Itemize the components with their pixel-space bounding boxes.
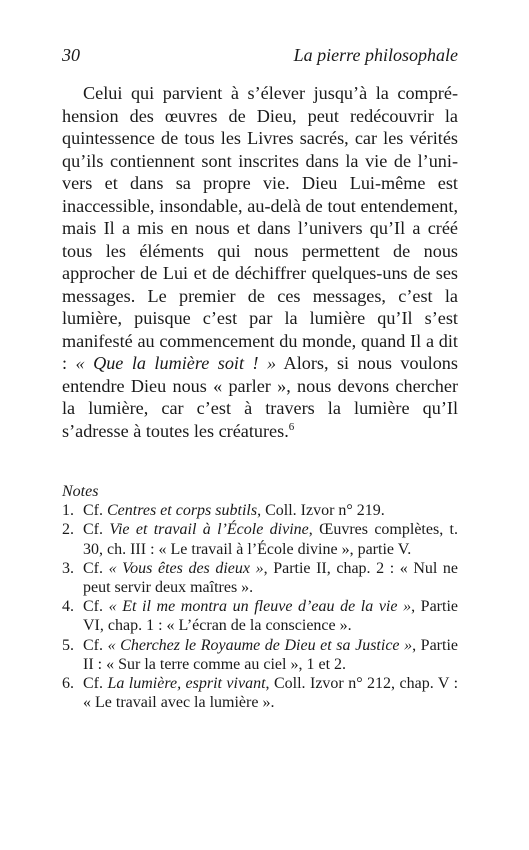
note-reference: , Partie II, chap. 2 : « Nul ne peut servir deux maîtres ». bbox=[83, 559, 459, 597]
running-title: La pierre philosophale bbox=[293, 45, 458, 65]
note-reference: , Œuvres complètes, t. 30, ch. III : « Le travail à l’École divine », partie V. bbox=[83, 521, 458, 558]
note-work-title: « Vous êtes des dieux » bbox=[108, 559, 264, 577]
running-head bbox=[62, 44, 458, 66]
note-reference: , Partie VI, chap. 1 : « L’écran de la conscience ». bbox=[83, 598, 459, 635]
note-reference: , Partie II : « Sur la terre comme au ciel », 1 et 2. bbox=[83, 636, 458, 673]
note-item bbox=[62, 501, 458, 520]
body-paragraph bbox=[62, 82, 458, 442]
note-number: 6. bbox=[62, 675, 74, 693]
note-reference: , Coll. Izvor n° 212, chap. V : « Le travail avec la lumière ». bbox=[83, 675, 459, 712]
note-prefix: Cf. bbox=[83, 502, 107, 520]
note-item bbox=[62, 636, 458, 674]
note-work-title: « Et il me montra un fleuve d’eau de la vie » bbox=[108, 598, 412, 616]
note-work-title: Centres et corps subtils bbox=[107, 502, 258, 520]
note-item bbox=[62, 520, 458, 558]
note-prefix: Cf. bbox=[83, 598, 109, 616]
note-work-title: La lumière, esprit vivant bbox=[107, 675, 266, 693]
book-page bbox=[62, 44, 458, 712]
notes-title: Notes bbox=[62, 483, 99, 500]
notes-section bbox=[62, 482, 458, 712]
note-reference: , Coll. Izvor n° 219. bbox=[257, 502, 385, 520]
note-work-title: « Cherchez le Royaume de Dieu et sa Justice » bbox=[107, 636, 413, 654]
note-item bbox=[62, 674, 458, 712]
note-number: 2. bbox=[62, 521, 74, 539]
note-item bbox=[62, 597, 458, 635]
note-number: 1. bbox=[62, 502, 74, 520]
page-number: 30 bbox=[62, 45, 80, 65]
note-prefix: Cf. bbox=[83, 559, 109, 577]
note-number: 5. bbox=[62, 636, 74, 654]
note-item bbox=[62, 559, 458, 597]
note-prefix: Cf. bbox=[83, 636, 108, 654]
body-text-part-1: Celui qui parvient à s’élever jusqu’à la compréhension des œuvres de Dieu, peut redécouvrir la quintessence de tous les Livres sacrés, car les vérités qu’ils contiennent sont inscrites dans la vie de l’univers et dans sa propre vie. Dieu Lui-même est inaccessible, insondable, au-delà de tout entendement, mais Il a mis en nous et dans l’univers qu’Il a créé tous les éléments qui nous permettent de nous approcher de Lui et de déchiffrer quelques-uns de ses messages. Le premier de ces messages, c’est la lumière, puisque c’est par la lumière qu’Il s’est manifesté au commencement du monde, quand Il a dit : bbox=[62, 83, 458, 373]
note-number: 4. bbox=[62, 598, 74, 616]
note-prefix: Cf. bbox=[83, 521, 110, 539]
note-number: 3. bbox=[62, 559, 74, 577]
note-work-title: Vie et travail à l’École divine bbox=[109, 521, 309, 539]
footnote-reference: 6 bbox=[288, 420, 295, 433]
note-prefix: Cf. bbox=[83, 675, 108, 693]
body-text-part-2: Alors, si nous voulons entendre Dieu nous « parler », nous devons chercher la lumière, car c’est à travers la lumière qu’Il s’adresse à toutes les créatures. bbox=[62, 353, 458, 441]
notes-list bbox=[62, 501, 458, 712]
body-quote: « Que la lumière soit ! » bbox=[75, 353, 277, 373]
